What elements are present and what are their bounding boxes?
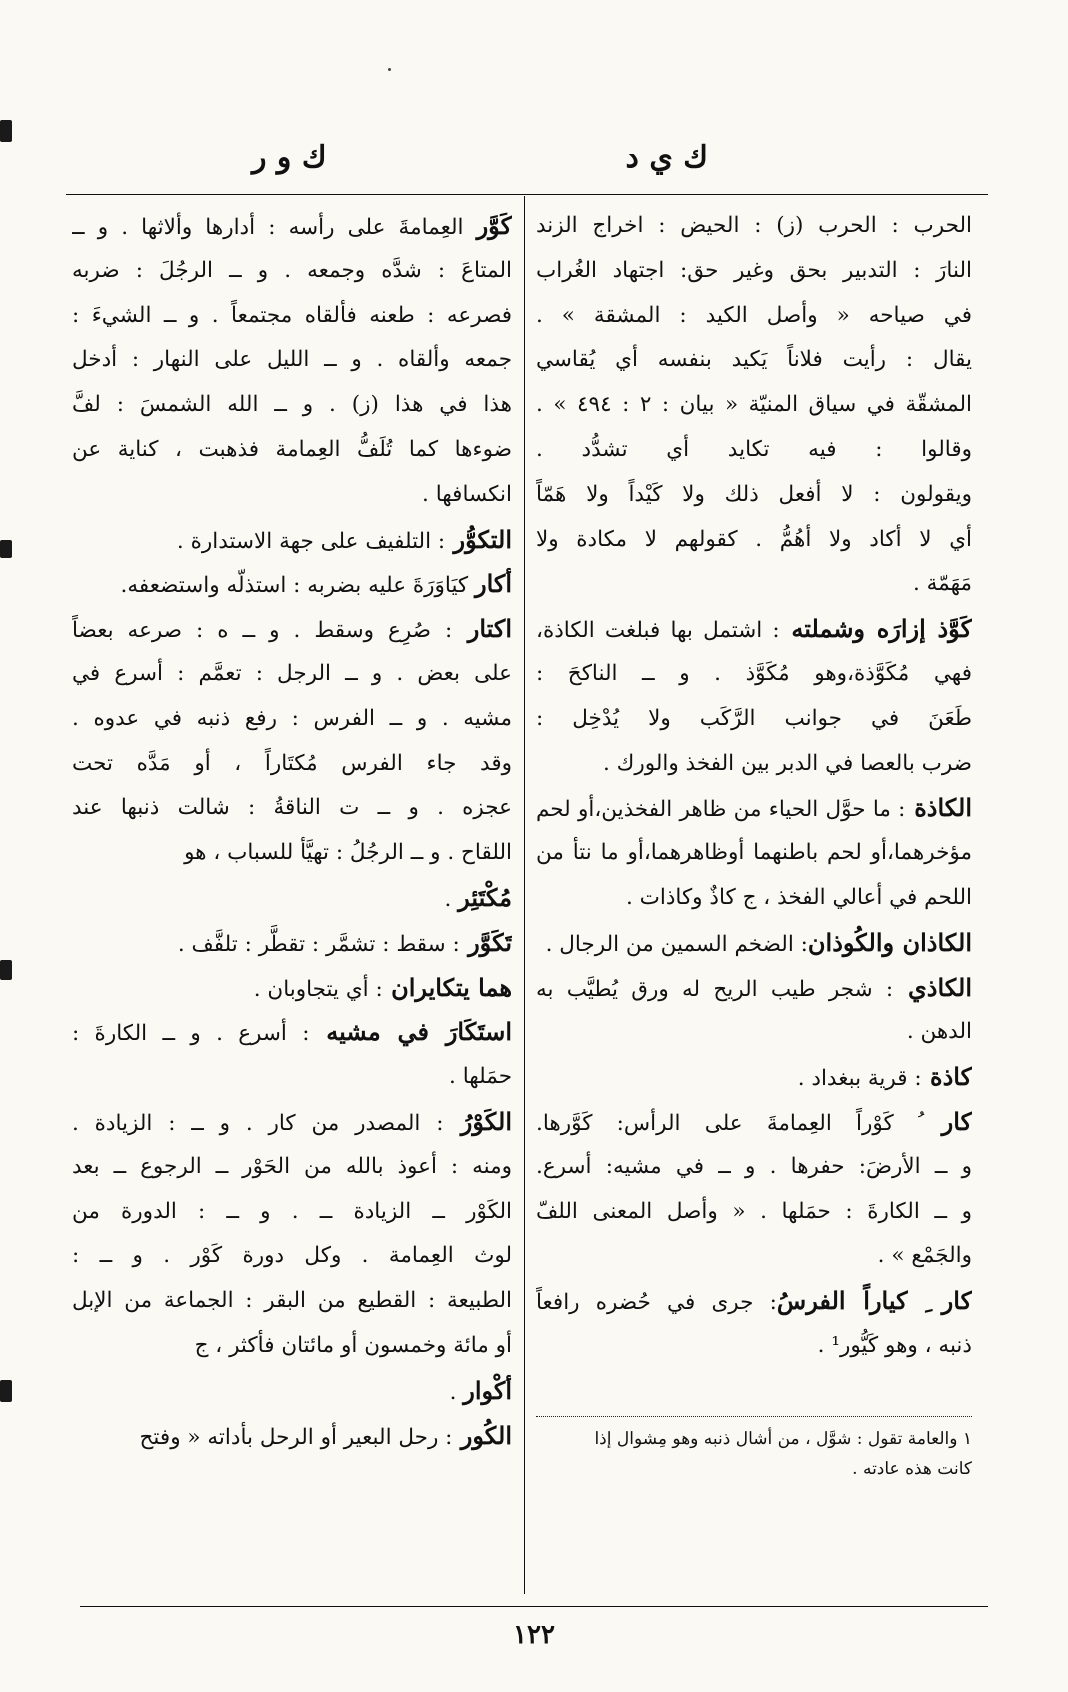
text-line: كاذة : قرية ببغداد . (797, 1062, 972, 1092)
text-line: جمعه وألقاه . و ــ الليل على النهار : أدخل (72, 347, 512, 373)
text-line: في صياحه « وأصل الكيد : المشقة » . (536, 302, 972, 328)
headword: مُكْتَئِر (458, 882, 512, 912)
top-rule (66, 194, 988, 195)
headword: التكوُّر (445, 524, 512, 554)
binding-mark (0, 540, 12, 558)
text-line: الحرب : الحرب (ز) : الحيض : اخراج الزند (536, 213, 972, 238)
headword: الكاذة (905, 793, 972, 823)
text-line: الكاذة : ما حوَّل الحياء من ظاهر الفخذين،أو لحم (536, 793, 972, 823)
text-line: هما يتكايران : أي يتجاوبان . (253, 972, 512, 1002)
header-right-root: ك ي د (625, 140, 708, 175)
footnote (536, 1424, 972, 1484)
text-line: لوث العِمامة . وكل دورة كَوْر . و ــ : (72, 1243, 512, 1269)
text-line: كار ِ كياراً الفرسُ: جرى في حُضره رافعاً (536, 1286, 972, 1316)
text-line: المتاعَ : شدَّه وجمعه . و ــ الرجُلَ : ضربه (72, 257, 512, 283)
text-line: مَهَمّة . (912, 571, 972, 597)
text-line: ضرب بالعصا في الدبر بين الفخذ والورك . (602, 750, 972, 776)
text-line: النارَ : التدبير بحق وغير حق: اجتهاد الغُراب (536, 257, 972, 283)
text-line: كَوَّر العِمامةَ على رأسه : أدارها وألاثها . و ــ (72, 211, 512, 240)
headword: الكاذي (893, 972, 972, 1002)
headword: الكُور (452, 1420, 512, 1450)
text-line: طَعَنَ في جوانب الرَّكَب ولا يُدْخِل : (536, 705, 972, 731)
text-line: فصرعه : طعنه فألقاه مجتمعاً . و ــ الشيءَ : (72, 302, 512, 328)
text-line: الكَوْر ــ الزيادة ــ . و ــ : الدورة من (72, 1198, 512, 1224)
text-line: كار ُ كَوْراً العِمامةَ على الرأس: كَوَّرها. (536, 1106, 972, 1136)
text-line: حمَلها . (449, 1064, 512, 1090)
text-line: انكسافها . (422, 481, 512, 507)
text-line: والجَمْع » . (877, 1243, 972, 1269)
headword: أكْوار (463, 1375, 512, 1405)
text-line: تَكَوَّر : سقط : تشمَّر : تقطَّر : تلفَّف . (177, 927, 512, 957)
column-divider (524, 196, 525, 1594)
text-line: الكُور : رحل البعير أو الرحل بأداته « وفتح (139, 1420, 512, 1450)
text-line: مُكْتَئِر . (444, 882, 512, 912)
headword: كاذة (921, 1062, 972, 1092)
headword: كَوَّر (476, 211, 512, 240)
headword: تَكَوَّر (459, 927, 512, 957)
headword: استَكَارَ في مشيه (309, 1017, 512, 1047)
left-column (72, 204, 512, 1458)
text-line: كَوَّذ إزارَه وشملته : اشتمل بها فبلغت الكاذة، (536, 614, 972, 644)
headword: كار (941, 1106, 972, 1136)
text-line: يقال : رأيت فلاناً يَكيد بنفسه أي يُقاسي (536, 347, 972, 373)
headword: هما يتكايران (382, 972, 512, 1002)
page-number: ١٢٢ (513, 1620, 555, 1650)
text-line: اكتار : صُرِع وسقط . و ــ ه : صرعه بعضاً (72, 614, 512, 644)
text-line: أي لا أكاد ولا أهُمُّ . كقولهم لا مكادة ولا (536, 526, 972, 552)
bottom-rule (80, 1606, 988, 1607)
text-line: الطبيعة : القطيع من البقر : الجماعة من الإبل (72, 1288, 512, 1314)
text-line: الكاذي : شجر طيب الريح له ورق يُطيَّب به (536, 972, 972, 1002)
binding-mark (0, 1380, 12, 1402)
text-line: فهي مُكَوَّذة،وهو مُكَوَّذ . و ــ الناكحَ : (536, 660, 972, 686)
text-line: التكوُّر : التلفيف على جهة الاستدارة . (176, 524, 512, 554)
text-line: أكْوار . (449, 1375, 512, 1405)
binding-mark (0, 960, 12, 980)
right-column (536, 204, 972, 1369)
text-line: الدهن . (906, 1019, 972, 1045)
text-line: أو مائة وخمسون أو مائتان فأكثر ، ج (194, 1332, 512, 1358)
footnote-line: ١ والعامة تقول : شوَّل ، من أشال ذنبه وهو مِشوال إذا (594, 1429, 972, 1449)
footnote-rule (536, 1416, 972, 1417)
headword: اكتار (452, 614, 512, 644)
text-line: هذا في هذا (ز) . و ــ الله الشمسَ : لفَّ (72, 392, 512, 418)
text-line: مشيه . و ــ الفرس : رفع ذنبه في عدوه . (72, 705, 512, 731)
headword: أكار (475, 569, 512, 599)
text-line: وقد جاء الفرس مُكتَاراً ، أو مَدَّه تحت (72, 750, 512, 776)
text-line: اللحم في أعالي الفخذ ، ج كاذٌ وكاذات . (625, 884, 972, 910)
binding-mark (0, 120, 12, 142)
text-line: ومنه : أعوذ بالله من الحَوْر ــ الرجوع ــ بعد (72, 1153, 512, 1179)
headword: الكَوْرُ (443, 1106, 512, 1136)
text-line: مؤخرهما،أو لحم باطنهما أوظاهرهما،أو ما نتأ من (536, 840, 972, 866)
text-line: اللقاح . و ــ الرجُلُ : تهيَّأ للسباب ، هو (184, 840, 512, 866)
text-line: الكاذان والكُوذان: الضخم السمين من الرجال . (545, 927, 972, 957)
text-line: أكار كيَاوَرَةَ عليه بضربه : استذلّه واستضعفه. (120, 569, 512, 599)
text-line: ضوءها كما تُلَفُّ العِمامة فذهبت ، كناية عن (72, 436, 512, 462)
text-line: عجزه . و ــ ت الناقةُ : شالت ذنبها عند (72, 795, 512, 821)
footnote-line: كانت هذه عادته . (852, 1459, 972, 1479)
text-line: و ــ الأرضَ: حفرها . و ــ في مشيه: أسرع. (536, 1153, 972, 1179)
text-line: المشقّة في سياق المنيّة « بيان : ٢ : ٤٩٤ » . (536, 392, 972, 418)
text-line: و ــ الكارةَ : حمَلها . « وأصل المعنى اللفّ (536, 1198, 972, 1224)
headword: الكاذان والكُوذان (807, 927, 972, 957)
text-line: وقالوا : فيه تكايد أي تشدُّد . (536, 436, 972, 462)
headword: كَوَّذ إزارَه وشملته (779, 614, 972, 644)
headword: كار ِ كياراً الفرسُ (776, 1286, 972, 1316)
header-left-root: ك و ر (252, 140, 327, 175)
text-line: على بعض . و ــ الرجل : تعمَّم : أسرع في (72, 660, 512, 686)
text-line: ذنبه ، وهو كَيُّور¹ . (817, 1332, 972, 1358)
text-line: استَكَارَ في مشيه : أسرع . و ــ الكارةَ : (72, 1017, 512, 1047)
text-line: ويقولون : لا أفعل ذلك ولا كَيْداً ولا هَمّاً (536, 481, 972, 507)
text-line: الكَوْرُ : المصدر من كار . و ــ : الزيادة . (72, 1106, 512, 1136)
speck (388, 68, 391, 71)
